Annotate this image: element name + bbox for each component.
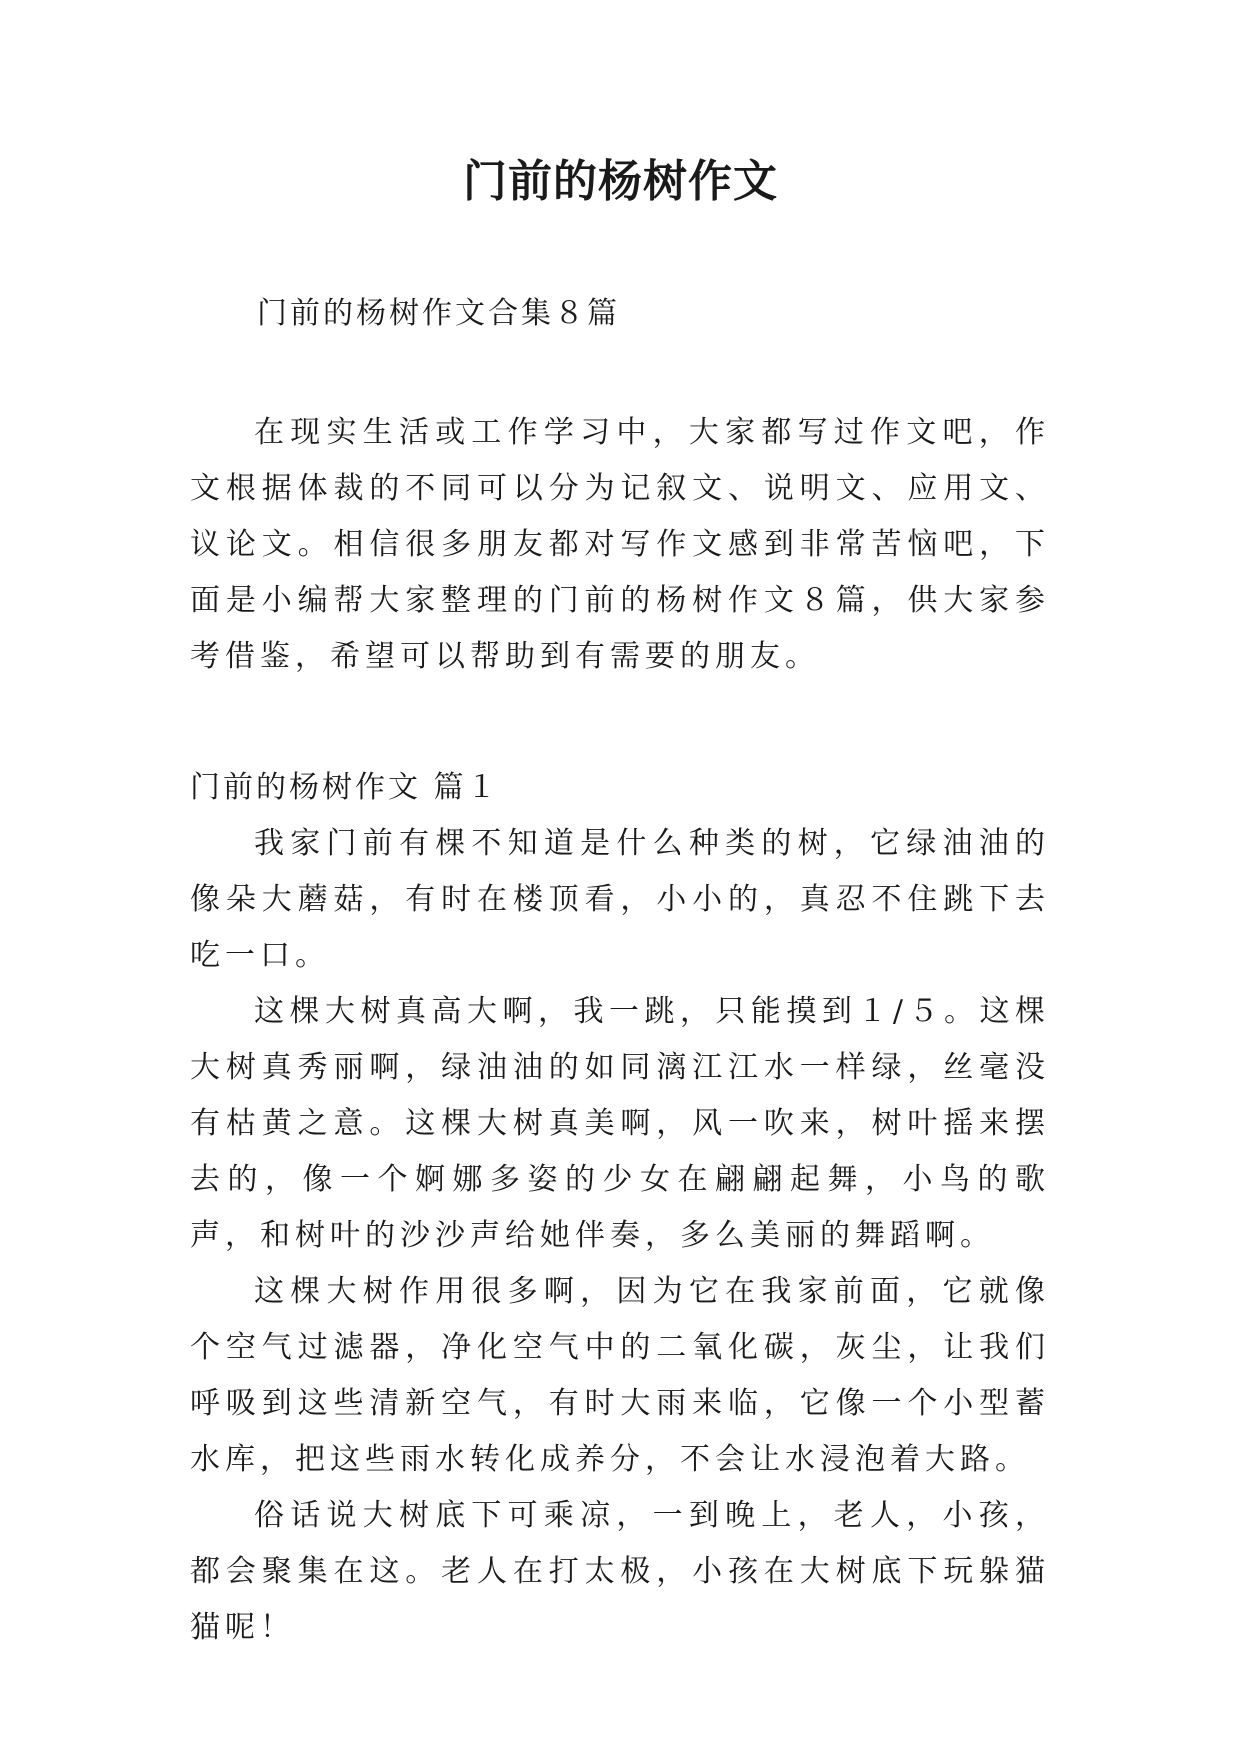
intro-block (190, 405, 1050, 685)
essay-paragraph: 俗话说大树底下可乘凉，一到晚上，老人，小孩，都会聚集在这。老人在打太极，小孩在大树底下玩躲猫猫呢！ (190, 1498, 1050, 1645)
essay-paragraph: 这棵大树真高大啊，我一跳，只能摸到１/５。这棵大树真秀丽啊，绿油油的如同漓江江水一样绿，丝毫没有枯黄之意。这棵大树真美啊，风一吹来，树叶摇来摆去的，像一个婀娜多姿的少女在翩翩起舞，小鸟的歌声，和树叶的沙沙声给她伴奏，多么美丽的舞蹈啊。 (190, 994, 1050, 1253)
essay-paragraph: 我家门前有棵不知道是什么种类的树，它绿油油的像朵大蘑菇，有时在楼顶看，小小的，真忍不住跳下去吃一口。 (190, 826, 1050, 973)
intro-paragraph: 在现实生活或工作学习中，大家都写过作文吧，作文根据体裁的不同可以分为记叙文、说明文、应用文、议论文。相信很多朋友都对写作文感到非常苦恼吧，下面是小编帮大家整理的门前的杨树作文８篇，供大家参考借鉴，希望可以帮助到有需要的朋友。 (190, 415, 1050, 674)
document-subtitle: 门前的杨树作文合集８篇 (257, 296, 620, 331)
document-title: 门前的杨树作文 (463, 156, 778, 207)
section-heading: 门前的杨树作文 篇１ (190, 770, 500, 805)
essay-section (190, 760, 1050, 1656)
essay-paragraph: 这棵大树作用很多啊，因为它在我家前面，它就像个空气过滤器，净化空气中的二氧化碳，灰尘，让我们呼吸到这些清新空气，有时大雨来临，它像一个小型蓄水库，把这些雨水转化成养分，不会让水浸泡着大路。 (190, 1274, 1050, 1477)
